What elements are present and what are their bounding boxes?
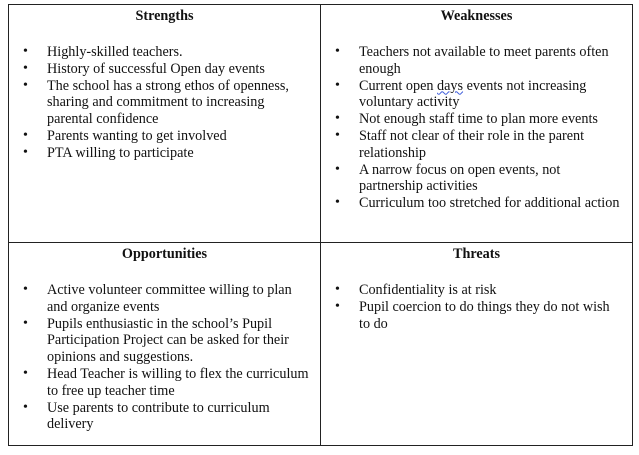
bullet-icon: • — [23, 315, 28, 331]
weaknesses-title: Weaknesses — [440, 8, 513, 24]
bullet-icon: • — [335, 127, 340, 143]
bullet-icon: • — [23, 127, 28, 143]
list-item: • Use parents to contribute to curriculum delivery — [23, 399, 270, 433]
strengths-cell — [9, 5, 321, 243]
bullet-icon: • — [23, 77, 28, 93]
spellcheck-flagged-word: days — [437, 77, 464, 94]
list-item: • Pupils enthusiastic in the school’s Pupil Participation Project can be asked for their opinions and suggestions. — [23, 315, 289, 366]
swot-table — [8, 4, 633, 446]
bullet-icon: • — [335, 77, 340, 93]
threats-cell — [321, 243, 633, 446]
bullet-icon: • — [335, 111, 340, 127]
list-item: • History of successful Open day events — [23, 60, 265, 77]
list-item: • The school has a strong ethos of openness, sharing and commitment to increasing parental confidence — [23, 77, 289, 128]
list-item: • Confidentiality is at risk — [335, 282, 497, 298]
bullet-icon: • — [23, 282, 28, 297]
weaknesses-cell — [321, 5, 633, 243]
opportunities-cell — [9, 243, 321, 446]
bullet-icon: • — [335, 44, 340, 59]
list-item: • Parents wanting to get involved — [23, 127, 227, 144]
weakness-item-2-text: Current open days events not increasing voluntary activity — [359, 77, 587, 111]
opportunities-title: Opportunities — [121, 246, 208, 262]
list-item: • Teachers not available to meet parents often enough — [335, 44, 609, 77]
weaknesses-list — [321, 44, 632, 212]
list-item: • A narrow focus on open events, not partnership activities — [335, 161, 561, 195]
threats-list — [321, 282, 632, 332]
list-item: • Active volunteer committee willing to plan and organize events — [23, 282, 292, 315]
bullet-icon: • — [23, 399, 28, 415]
list-item: • Curriculum too stretched for additional action — [335, 195, 620, 212]
bullet-icon: • — [23, 44, 28, 59]
list-item: • PTA willing to participate — [23, 144, 194, 161]
bullet-icon: • — [23, 144, 28, 160]
bullet-icon: • — [335, 282, 340, 297]
list-item: • Highly-skilled teachers. — [23, 44, 183, 60]
list-item: • Pupil coercion to do things they do not wish to do — [335, 298, 610, 332]
threats-title: Threats — [452, 246, 501, 262]
bullet-icon: • — [335, 195, 340, 211]
opportunities-list — [9, 282, 320, 433]
strengths-title: Strengths — [135, 8, 194, 24]
bullet-icon: • — [23, 365, 28, 381]
bullet-icon: • — [335, 298, 340, 314]
list-item — [321, 78, 632, 112]
list-item: • Staff not clear of their role in the parent relationship — [335, 127, 585, 161]
bullet-icon: • — [335, 161, 340, 177]
bullet-icon: • — [23, 60, 28, 76]
list-item: • Head Teacher is willing to flex the curriculum to free up teacher time — [23, 365, 309, 399]
strengths-list — [9, 44, 320, 162]
list-item: • Not enough staff time to plan more events — [335, 111, 598, 128]
